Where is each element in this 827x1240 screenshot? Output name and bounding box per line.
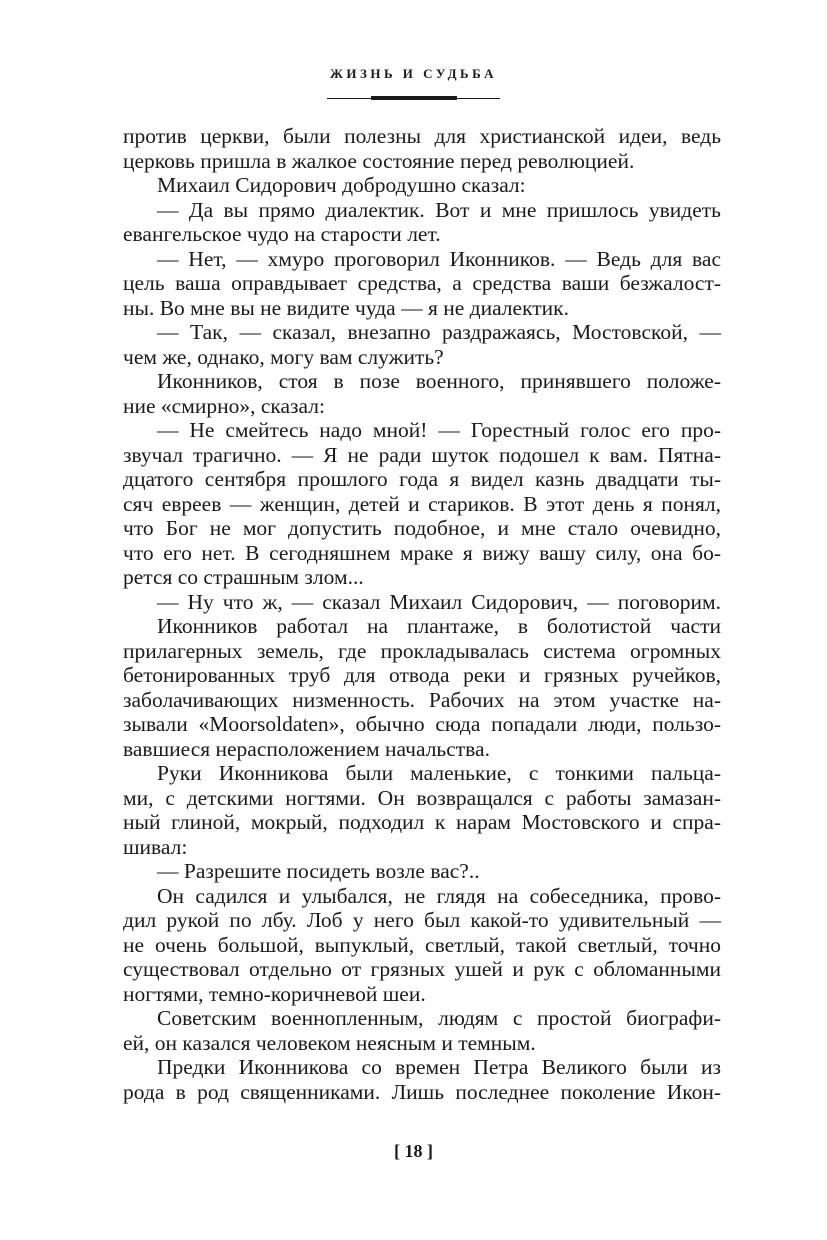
text-line: Михаил Сидорович добродушно сказал: [157, 173, 526, 197]
text-line: Советским военнопленным, людям с простой биографи- [157, 1006, 721, 1030]
text-line: ние «смирно», сказал: [123, 393, 325, 418]
text-line: дил рукой по лбу. Лоб у него был какой-то удивительный — [123, 908, 721, 932]
text-line: ногтями, темно-коричневой шеи. [123, 981, 426, 1006]
text-line: против церкви, были полезны для христианской идеи, ведь [123, 124, 721, 148]
page-number: [ 18 ] [394, 1141, 433, 1161]
text-line: — Ну что ж, — сказал Михаил Сидорович, — поговорим. [157, 589, 721, 614]
text-line: ми, с детскими ногтями. Он возвращался с работы замазан- [123, 785, 721, 810]
text-line: дцатого сентября прошлого года я видел казнь двадцати ты- [123, 467, 721, 491]
text-line: прилагерных земель, где прокладывалась система огромных [123, 638, 721, 663]
text-line: Руки Иконникова были маленькие, с тонкими пальца- [157, 761, 721, 785]
text-line: Предки Иконникова со времен Петра Великого были из [157, 1055, 721, 1079]
text-line: чем же, однако, могу вам служить? [123, 344, 444, 369]
text-line: не очень большой, выпуклый, светлый, такой светлый, точно [123, 932, 721, 957]
text-line: — Разрешите посидеть возле вас?.. [157, 859, 480, 883]
text-line: что его нет. В сегодняшнем мраке я вижу вашу силу, она бо- [123, 540, 721, 565]
text-line: шивал: [123, 834, 188, 859]
text-line: — Да вы прямо диалектик. Вот и мне пришлось увидеть [157, 197, 721, 222]
text-line: цель ваша оправдывает средства, а средства ваши безжалост- [123, 271, 721, 295]
text-line: сяч евреев — женщин, детей и стариков. В этот день я понял, [123, 491, 721, 516]
text-line: — Не смейтесь надо мной! — Горестный голос его про- [157, 418, 721, 442]
text-line: Иконников работал на плантаже, в болотистой части [157, 614, 721, 638]
text-line: бетонированных труб для отвода реки и грязных ручейков, [123, 663, 721, 687]
text-line: Иконников, стоя в позе военного, принявшего положе- [157, 369, 721, 393]
text-line: вавшиеся нерасположением начальства. [123, 736, 490, 761]
text-line: ны. Во мне вы не видите чуда — я не диалектик. [123, 295, 569, 320]
text-line: что Бог не мог допустить подобное, и мне стало очевидно, [123, 516, 721, 540]
text-line: рется со страшным злом... [123, 565, 364, 589]
text-line: — Нет, — хмуро проговорил Иконников. — Ведь для вас [157, 246, 721, 271]
body-text [123, 124, 721, 1104]
text-line: заболачивающих низменность. Рабочих на этом участке на- [123, 687, 721, 712]
header-rule-accent [371, 96, 457, 100]
text-line: — Так, — сказал, внезапно раздражаясь, Мостовской, — [157, 320, 721, 344]
text-line: рода в род священниками. Лишь последнее поколение Икон- [123, 1079, 721, 1104]
text-line: звучал трагично. — Я не ради шуток подошел к вам. Пятна- [123, 442, 721, 467]
text-line: ный глиной, мокрый, подходил к нарам Мостовского и спра- [123, 810, 721, 834]
text-line: евангельское чудо на старости лет. [123, 222, 441, 246]
text-line: церковь пришла в жалкое состояние перед революцией. [123, 148, 635, 173]
running-head-title: ЖИЗНЬ И СУДЬБА [330, 66, 497, 81]
text-line: Он садился и улыбался, не глядя на собеседника, прово- [157, 883, 721, 908]
text-line: зывали «Moorsoldaten», обычно сюда попадали люди, пользо- [123, 712, 721, 736]
text-line: ей, он казался человеком неясным и темным. [123, 1030, 536, 1055]
text-line: существовал отдельно от грязных ушей и рук с обломанными [123, 957, 721, 981]
